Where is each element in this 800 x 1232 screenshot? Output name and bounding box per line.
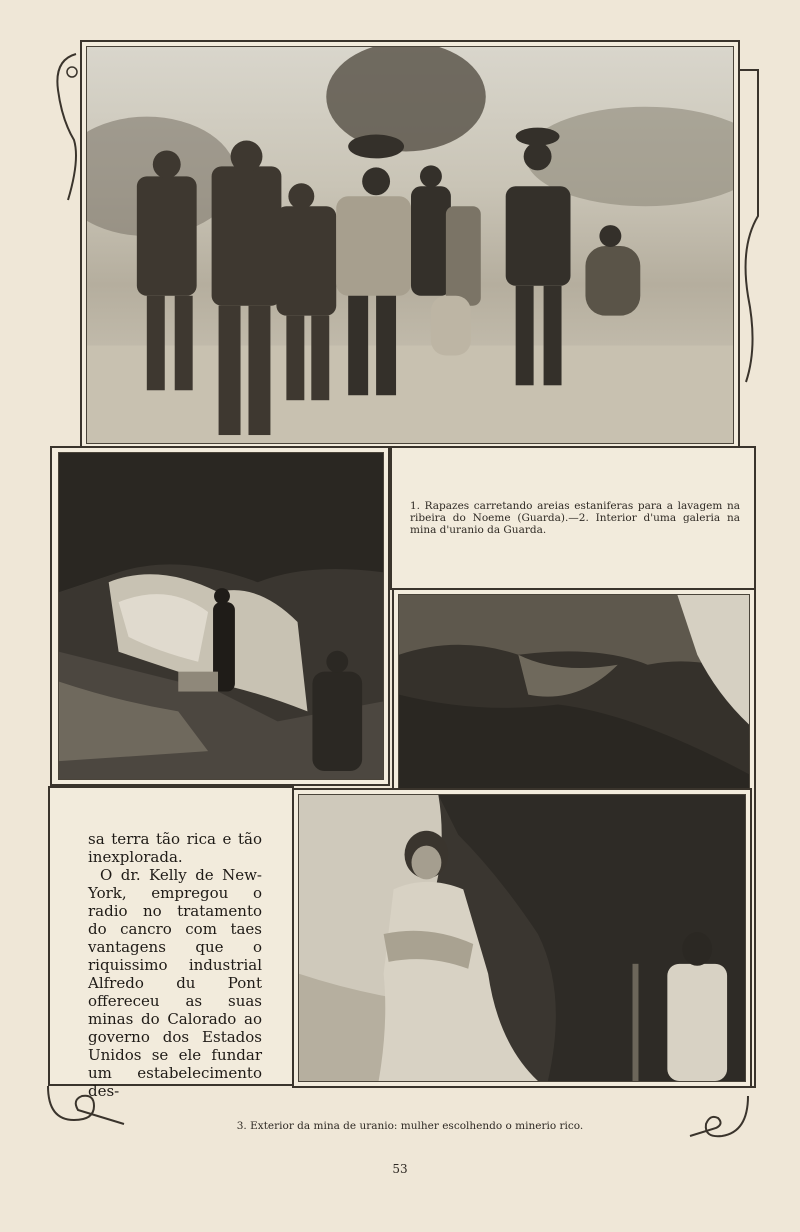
ornament-top-left-icon — [50, 50, 82, 210]
article-paragraph-1: sa terra tão rica e tão inexplorada. — [88, 830, 262, 866]
ornament-bottom-right-icon — [686, 1092, 752, 1144]
caption-photos-1-2: 1. Rapazes carretando areias estaniferas para a lavagem na ribeira do Noeme (Guarda).—2. Interior d'uma galeria na mina d'uranio da Guarda. — [410, 500, 740, 536]
photo-woman-sorting-ore — [298, 794, 746, 1082]
article-body — [88, 830, 262, 1100]
photo-boys-carrying-sand — [86, 46, 734, 444]
ornament-right-icon — [736, 66, 762, 386]
article-paragraph-2: O dr. Kelly de New-York, empregou o radio no tratamento do cancro com taes vantagens que o riquissimo industrial Alfredo du Pont offereceu as suas minas do Calorado ao governo dos Estados Unidos se ele fundar um estabelecimento des- — [88, 866, 262, 1100]
ornament-bottom-left-icon — [44, 1080, 128, 1130]
photo-mine-gallery-interior — [58, 452, 384, 780]
caption-photo-3: 3. Exterior da mina de uranio: mulher escolhendo o minerio rico. — [236, 1120, 584, 1132]
page-number: 53 — [392, 1162, 408, 1176]
